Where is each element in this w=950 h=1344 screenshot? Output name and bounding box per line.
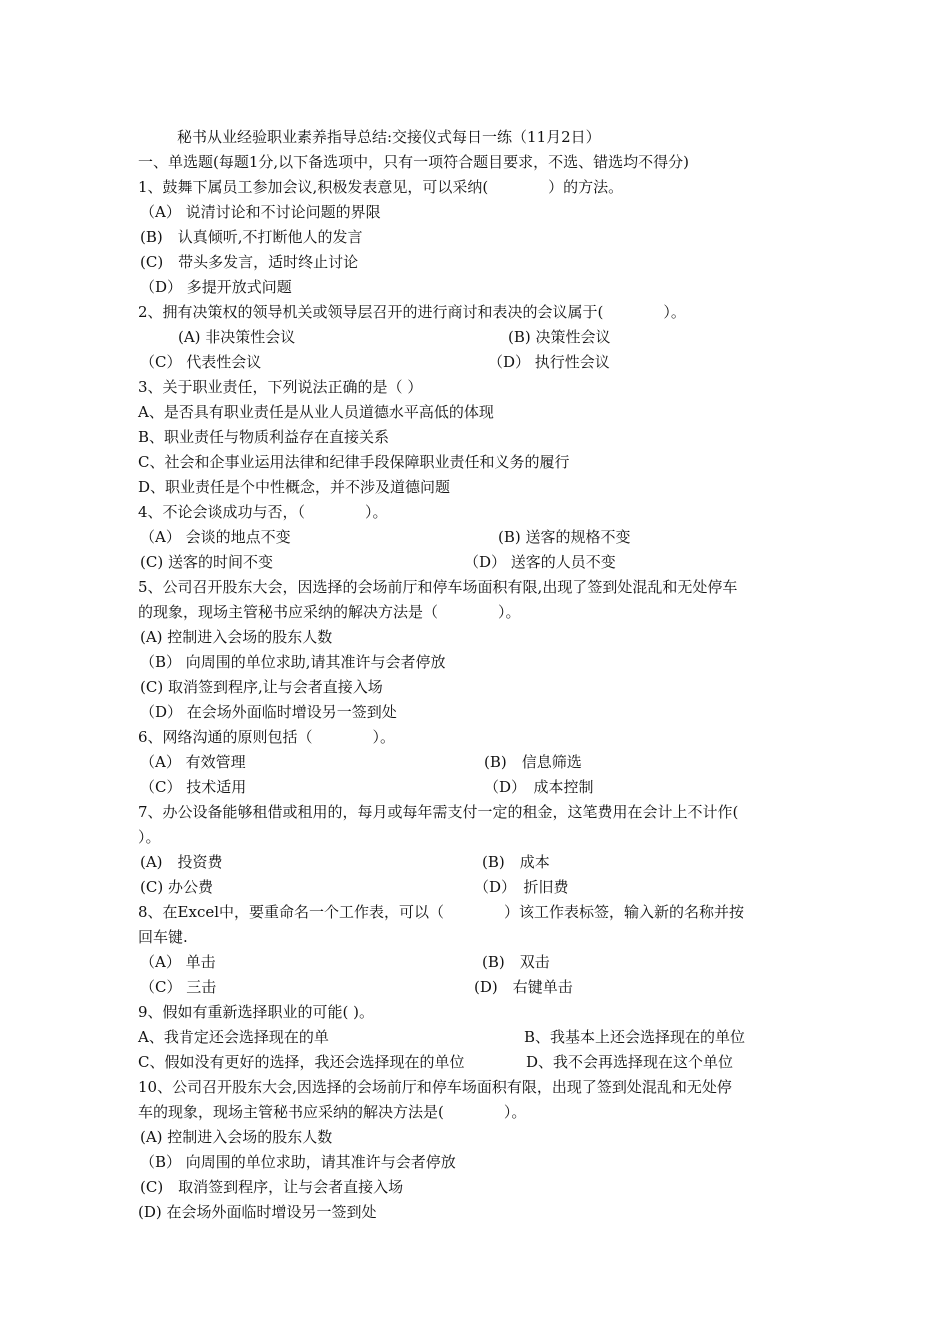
question-5-option-a: (A) 控制进入会场的股东人数 (140, 628, 333, 646)
question-9-option-a: A、我肯定还会选择现在的单 (138, 1028, 329, 1046)
question-5-stem-line-1: 5、公司召开股东大会，因选择的会场前厅和停车场面积有限,出现了签到处混乱和无处停车 (138, 578, 738, 596)
question-4-option-d: （D） 送客的人员不变 (464, 553, 616, 571)
question-6-stem: 6、网络沟通的原则包括（ ）。 (138, 728, 396, 746)
question-6-option-a: （A） 有效管理 (140, 753, 246, 771)
question-10-option-b: （B） 向周围的单位求助，请其准许与会者停放 (140, 1153, 456, 1171)
question-8-option-a: （A） 单击 (140, 953, 216, 971)
question-4-option-c: (C) 送客的时间不变 (140, 553, 273, 571)
question-3-stem: 3、关于职业责任，下列说法正确的是（ ） (138, 378, 423, 396)
question-2-option-a: (A) 非决策性会议 (178, 328, 296, 346)
question-3-option-a: A、是否具有职业责任是从业人员道德水平高低的体现 (138, 403, 494, 421)
question-5-option-c: (C) 取消签到程序,让与会者直接入场 (140, 678, 383, 696)
question-2-option-b: (B) 决策性会议 (508, 328, 611, 346)
question-7-stem-line-2: ）。 (138, 828, 161, 846)
question-10-option-a: (A) 控制进入会场的股东人数 (140, 1128, 333, 1146)
question-8-option-b: (B) 双击 (482, 953, 550, 971)
page-title: 秘书从业经验职业素养指导总结:交接仪式每日一练（11月2日） (177, 128, 601, 146)
question-6-option-b: (B) 信息筛选 (484, 753, 582, 771)
question-9-stem: 9、假如有重新选择职业的可能( )。 (138, 1003, 375, 1021)
question-6-option-d: （D） 成本控制 (484, 778, 594, 796)
question-8-stem-line-2: 回车键. (138, 928, 188, 946)
question-7-option-a: (A) 投资费 (140, 853, 223, 871)
question-10-option-c: (C) 取消签到程序，让与会者直接入场 (140, 1178, 404, 1196)
question-7-option-b: (B) 成本 (482, 853, 550, 871)
question-4-stem: 4、不论会谈成功与否，（ ）。 (138, 503, 388, 521)
question-1-stem: 1、鼓舞下属员工参加会议,积极发表意见，可以采纳( ）的方法。 (138, 178, 624, 196)
question-8-option-c: （C） 三击 (140, 978, 217, 996)
question-2-option-c: （C） 代表性会议 (140, 353, 262, 371)
question-1-option-b: (B) 认真倾听,不打断他人的发言 (140, 228, 363, 246)
question-8-stem-line-1: 8、在Excel中，要重命名一个工作表，可以（ ）该工作表标签，输入新的名称并按 (138, 903, 745, 921)
question-1-option-d: （D） 多提开放式问题 (140, 278, 292, 296)
question-5-option-d: （D） 在会场外面临时增设另一签到处 (140, 703, 397, 721)
question-7-stem-line-1: 7、办公设备能够租借或租用的，每月或每年需支付一定的租金，这笔费用在会计上不计作( (138, 803, 739, 821)
question-4-option-b: (B) 送客的规格不变 (498, 528, 631, 546)
question-10-option-d: (D) 在会场外面临时增设另一签到处 (138, 1203, 377, 1221)
section-heading: 一、单选题(每题1分,以下备选项中，只有一项符合题目要求，不选、错选均不得分) (138, 153, 690, 171)
question-9-option-c: C、假如没有更好的选择，我还会选择现在的单位 (138, 1053, 465, 1071)
question-7-option-d: （D） 折旧费 (474, 878, 569, 896)
question-4-option-a: （A） 会谈的地点不变 (140, 528, 291, 546)
question-5-stem-line-2: 的现象，现场主管秘书应采纳的解决方法是（ ）。 (138, 603, 521, 621)
question-6-option-c: （C） 技术适用 (140, 778, 247, 796)
question-2-stem: 2、拥有决策权的领导机关或领导层召开的进行商讨和表决的会议属于( ）。 (138, 303, 686, 321)
question-8-option-d: (D) 右键单击 (474, 978, 573, 996)
question-10-stem-line-2: 车的现象，现场主管秘书应采纳的解决方法是( ）。 (138, 1103, 527, 1121)
question-5-option-b: （B） 向周围的单位求助,请其准许与会者停放 (140, 653, 446, 671)
question-7-option-c: (C) 办公费 (140, 878, 213, 896)
question-3-option-c: C、社会和企事业运用法律和纪律手段保障职业责任和义务的履行 (138, 453, 570, 471)
question-9-option-d: D、我不会再选择现在这个单位 (526, 1053, 734, 1071)
question-9-option-b: B、我基本上还会选择现在的单位 (524, 1028, 746, 1046)
question-1-option-a: （A） 说清讨论和不讨论问题的界限 (140, 203, 381, 221)
question-3-option-d: D、职业责任是个中性概念，并不涉及道德问题 (138, 478, 451, 496)
question-3-option-b: B、职业责任与物质利益存在直接关系 (138, 428, 390, 446)
question-10-stem-line-1: 10、公司召开股东大会,因选择的会场前厅和停车场面积有限，出现了签到处混乱和无处停 (138, 1078, 732, 1096)
question-2-option-d: （D） 执行性会议 (488, 353, 610, 371)
question-1-option-c: (C) 带头多发言，适时终止讨论 (140, 253, 359, 271)
